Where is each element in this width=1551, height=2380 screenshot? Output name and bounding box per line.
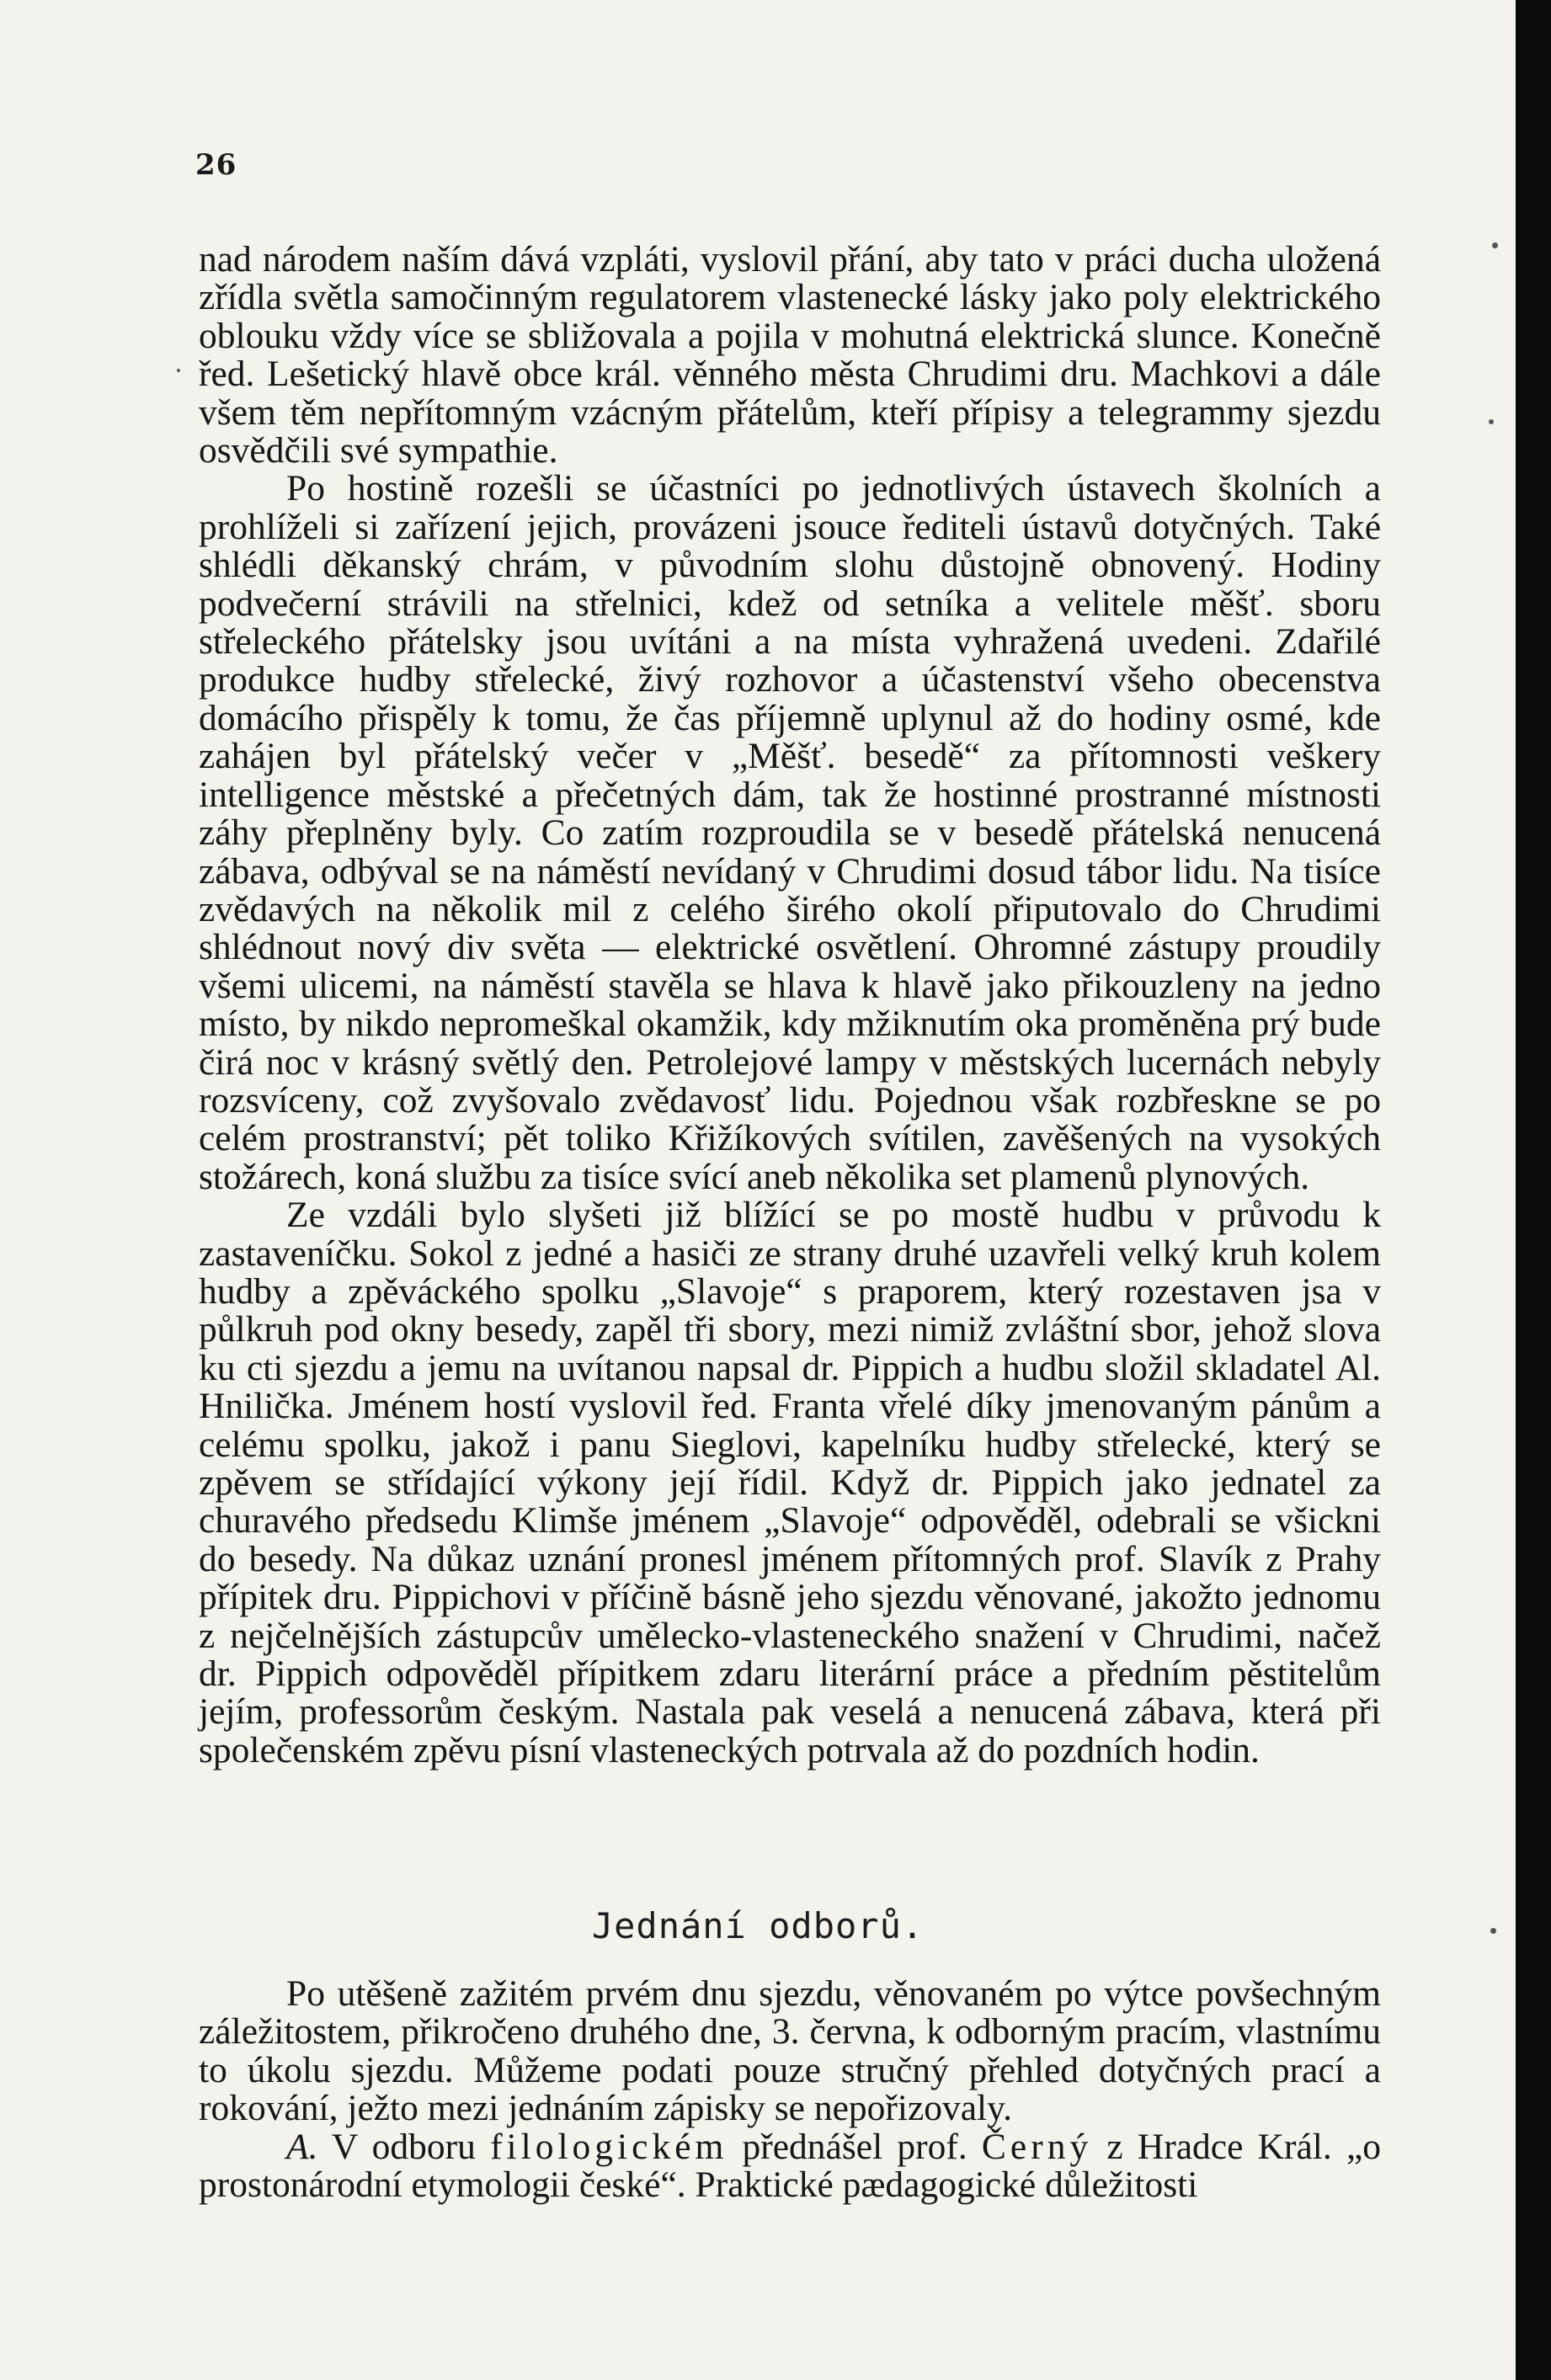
paragraph: Po utěšeně zažitém prvém dnu sjezdu, věnovaném po výtce povšechným záležitostem, přikročeno druhého dne, 3. června, k odborným pracím, vlastnímu to úkolu sjezdu. Můžeme podati pouze stručný přehled dotyčných prací a rokování, ježto mezi jednáním zápisky se nepořizovaly. xyxy=(199,1973,1381,2129)
section-heading: Jednání odborů. xyxy=(591,1905,925,1946)
section-name: filologickém xyxy=(490,2126,728,2167)
item-text: V odboru xyxy=(317,2126,491,2167)
paragraph-item-a xyxy=(199,2128,1381,2205)
section-text xyxy=(199,1975,1381,2204)
page-number: 26 xyxy=(195,148,237,182)
scan-speck xyxy=(177,369,180,372)
speaker-name: Černý xyxy=(981,2126,1093,2167)
item-letter: A. xyxy=(286,2126,318,2167)
paragraph: nad národem naším dává vzpláti, vyslovil přání, aby tato v práci ducha uložená zřídla světla samočinným regulatorem vlastenecké lásky jako poly elektrického oblouku vždy více se sbližovala a pojila v mohutná elektrická slunce. Konečně řed. Lešetický hlavě obce král. věnného města Chrudimi dru. Machkovi a dále všem těm nepřítomným vzácným přátelům, kteří přípisy a telegrammy sjezdu osvědčili své sympathie. xyxy=(199,239,1381,471)
scan-speck xyxy=(1489,419,1494,424)
item-text: z Hradce Král. „o prostonárodní etymologii české“. Praktické pædagogické důležitosti xyxy=(199,2126,1381,2206)
scan-speck xyxy=(1490,1928,1496,1934)
paragraph: Ze vzdáli bylo slyšeti již blížící se po mostě hudbu v průvodu k zastaveníčku. Sokol z jedné a hasiči ze strany druhé uzavřeli velký kruh kolem hudby a zpěváckého spolku „Slavoje“ s praporem, který rozestaven jsa v půlkruh pod okny besedy, zapěl tři sbory, mezi nimiž zvláštní sbor, jehož slova ku cti sjezdu a jemu na uvítanou napsal dr. Pippich a hudbu složil skladatel Al. Hnilička. Jménem hostí vyslovil řed. Franta vřelé díky jmenovaným pánům a celému spolku, jakož i panu Sieglovi, kapelníku hudby střelecké, který se zpěvem se střídající výkony její řídil. Když dr. Pippich jako jednatel za churavého předsedu Klimše jménem „Slavoje“ odpověděl, odebrali se všickni do besedy. Na důkaz uznání pronesl jménem přítomných prof. Slavík z Prahy přípitek dru. Pippichovi v příčině básně jeho sjezdu věnované, jakožto jednomu z nejčelnějších zástupcův umělecko-vlasteneckého snažení v Chrudimi, načež dr. Pippich odpověděl přípitkem zdaru literární práce a předním pěstitelům jejím, professorům českým. Nastala pak veselá a nenucená zábava, která při společenském zpěvu písní vlasteneckých potrvala až do pozdních hodin. xyxy=(199,1195,1381,1770)
item-text: přednášel prof. xyxy=(728,2126,982,2167)
paragraph: Po hostině rozešli se účastníci po jednotlivých ústavech školních a prohlíželi si zařízení jejich, provázeni jsouce řediteli ústavů dotyčných. Také shlédli děkanský chrám, v původním slohu důstojně obnovený. Hodiny podvečerní strávili na střelnici, kdež od setníka a velitele měšť. sboru střeleckého přátelsky jsou uvítáni a na místa vyhražená uvedeni. Zdařilé produkce hudby střelecké, živý rozhovor a účastenství všeho obecenstva domácího přispěly k tomu, že čas příjemně uplynul až do hodiny osmé, kde zahájen byl přátelský večer v „Měšť. besedě“ za přítomnosti veškery intelligence městské a přečetných dám, tak že hostinné prostranné místnosti záhy přeplněny byly. Co zatím rozproudila se v besedě přátelská nenucená zábava, odbýval se na náměstí nevídaný v Chrudimi dosud tábor lidu. Na tisíce zvědavých na několik mil z celého širého okolí připutovalo do Chrudimi shlédnout nový div světa — elektrické osvětlení. Ohromné zástupy proudily všemi ulicemi, na náměstí stavěla se hlava k hlavě jako přikouzleny na jedno místo, by nikdo nepromeškal okamžik, kdy mžiknutím oka proměněna prý bude čirá noc v krásný světlý den. Petrolejové lampy v městských lucernách nebyly rozsvíceny, což zvyšovalo zvědavosť lidu. Pojednou však rozbřeskne se po celém prostranství; pět toliko Křižíkových svítilen, zavěšených na vysokých stožárech, koná službu za tisíce svící aneb několika set plamenů plynových. xyxy=(199,468,1381,1197)
main-text xyxy=(199,241,1381,1770)
scan-edge xyxy=(1516,0,1551,2380)
scan-speck xyxy=(1492,242,1498,248)
